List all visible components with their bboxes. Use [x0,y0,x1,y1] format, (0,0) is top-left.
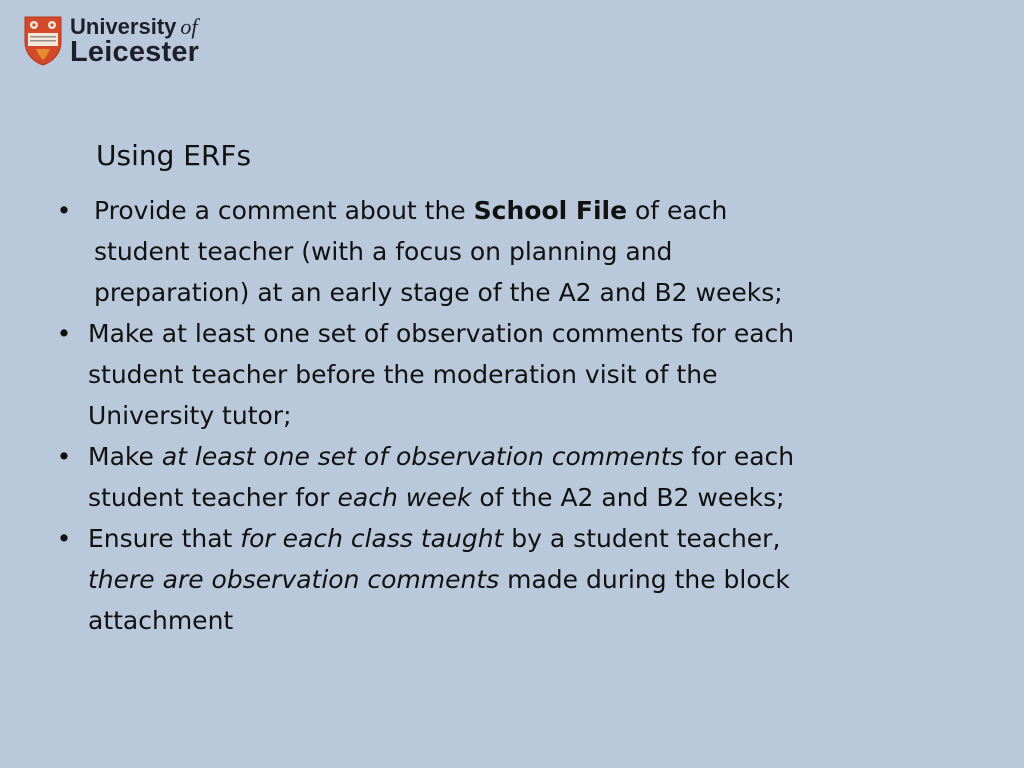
text-run-italic: for each class taught [240,524,504,553]
text-run: of the A2 and B2 weeks; [471,483,785,512]
text-run: of each [627,196,728,225]
text-run: Provide a comment about the [94,196,474,225]
text-run-bold: School File [473,196,628,225]
text-run-italic: at least one set of observation comments [161,442,684,471]
bullet-line [94,190,912,231]
bullet-line: student teacher before the moderation visit of the [88,360,718,389]
text-run: Make [88,442,162,471]
bullet-dot: • [56,196,72,225]
bullet-line: student teacher (with a focus on planning and [94,237,673,266]
bullet-text [52,190,912,313]
bullet-line: preparation) at an early stage of the A2 and B2 weeks; [94,278,783,307]
university-wordmark [70,14,240,70]
bullet-line [88,518,912,559]
bullet-line: Make at least one set of observation comments for each [88,319,795,348]
university-logo [24,14,234,70]
bullet-line: University tutor; [88,401,292,430]
bullet-dot: • [56,524,72,553]
bullet-dot: • [56,319,72,348]
bullet-text [52,313,912,436]
bullet-list [52,190,912,641]
bullet-item [52,190,912,313]
bullet-text [52,436,912,518]
text-run: Ensure that [88,524,241,553]
university-shield-icon [24,16,62,66]
text-run: student teacher for [88,483,338,512]
bullet-dot: • [56,442,72,471]
bullet-item [52,518,912,641]
bullet-line: attachment [88,606,234,635]
logo-university-text: University [70,14,177,39]
bullet-item [52,436,912,518]
bullet-text [52,518,912,641]
text-run: made during the block [499,565,790,594]
text-run: by a student teacher, [503,524,781,553]
text-run-italic: each week [337,483,472,512]
logo-line-leicester: Leicester [70,36,200,68]
bullet-item [52,313,912,436]
text-run-italic: there are observation comments [88,565,500,594]
bullet-line [88,559,912,600]
slide-title: Using ERFs [96,139,252,172]
bullet-line [88,436,912,477]
bullet-line [88,477,912,518]
logo-of-text: of [180,14,198,39]
text-run: for each [683,442,795,471]
